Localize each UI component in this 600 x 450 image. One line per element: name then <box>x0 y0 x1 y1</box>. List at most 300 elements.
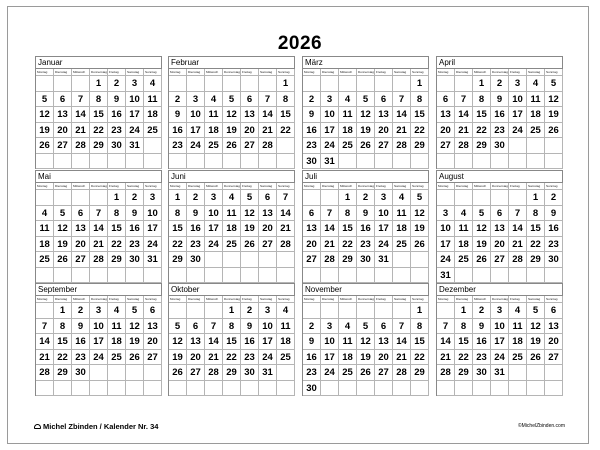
weekday-header: Sonntag <box>411 69 429 76</box>
day-cell: 8 <box>339 206 357 222</box>
weekday-header: Donnerstag <box>358 297 374 301</box>
day-cell: 7 <box>72 92 90 108</box>
empty-cell <box>509 138 527 154</box>
weekday-header: Donnerstag <box>358 184 374 188</box>
day-cell: 16 <box>187 221 205 237</box>
empty-cell <box>437 190 455 206</box>
day-cell: 10 <box>90 319 108 335</box>
day-cell: 10 <box>187 107 205 123</box>
day-cell: 12 <box>473 221 491 237</box>
weekday-header: Montag <box>169 69 187 76</box>
day-cell: 13 <box>259 206 277 222</box>
day-cell: 24 <box>437 252 455 268</box>
empty-cell <box>393 252 411 268</box>
weekday-header: Montag <box>36 183 54 190</box>
day-cell: 27 <box>241 138 259 154</box>
day-cell: 28 <box>321 252 339 268</box>
month-block <box>35 56 162 166</box>
day-cell: 17 <box>321 123 339 139</box>
day-cell: 9 <box>187 206 205 222</box>
empty-cell <box>339 268 357 284</box>
day-cell: 25 <box>339 365 357 381</box>
calendar-year-title: 2026 <box>277 33 323 54</box>
empty-cell <box>357 154 375 170</box>
day-cell: 19 <box>527 334 545 350</box>
empty-cell <box>321 381 339 397</box>
day-cell: 28 <box>72 138 90 154</box>
day-cell: 29 <box>455 365 473 381</box>
day-cell: 23 <box>357 237 375 253</box>
day-cell: 10 <box>321 107 339 123</box>
weekday-header: Sonntag <box>277 296 295 303</box>
empty-cell <box>357 303 375 319</box>
empty-cell <box>259 76 277 92</box>
day-cell: 24 <box>509 123 527 139</box>
weekday-header: Samstag <box>527 69 545 76</box>
empty-cell <box>393 381 411 397</box>
weekday-header: Freitag <box>241 296 259 303</box>
day-cell: 13 <box>437 107 455 123</box>
empty-cell <box>527 365 545 381</box>
empty-cell <box>455 268 473 284</box>
day-cell: 8 <box>411 92 429 108</box>
empty-cell <box>187 268 205 284</box>
day-cell: 7 <box>259 92 277 108</box>
day-cell: 14 <box>393 107 411 123</box>
empty-cell <box>393 76 411 92</box>
empty-cell <box>223 154 241 170</box>
empty-cell <box>36 190 54 206</box>
day-cell: 21 <box>455 123 473 139</box>
empty-cell <box>169 381 187 397</box>
day-cell: 24 <box>321 365 339 381</box>
day-cell: 20 <box>241 123 259 139</box>
empty-cell <box>277 381 295 397</box>
day-cell: 9 <box>72 319 90 335</box>
weekday-header: Mittwoch <box>72 69 90 76</box>
day-cell: 13 <box>375 107 393 123</box>
weekday-header: Montag <box>169 183 187 190</box>
weekday-header: Donnerstag <box>91 70 107 74</box>
empty-cell <box>473 268 491 284</box>
empty-cell <box>169 268 187 284</box>
day-cell: 22 <box>54 350 72 366</box>
day-cell: 19 <box>357 350 375 366</box>
day-cell: 18 <box>455 237 473 253</box>
day-cell: 11 <box>36 221 54 237</box>
day-cell: 20 <box>54 123 72 139</box>
weekday-header: Sonntag <box>144 296 162 303</box>
day-cell: 6 <box>491 206 509 222</box>
day-cell: 1 <box>223 303 241 319</box>
day-cell: 1 <box>169 190 187 206</box>
day-cell: 17 <box>126 107 144 123</box>
day-cell: 19 <box>473 237 491 253</box>
day-cell: 20 <box>545 334 563 350</box>
month-block <box>35 170 162 280</box>
day-cell: 15 <box>223 334 241 350</box>
day-cell: 23 <box>126 237 144 253</box>
day-cell: 30 <box>491 138 509 154</box>
weekday-header: Sonntag <box>144 69 162 76</box>
weekday-header: Mittwoch <box>339 69 357 76</box>
day-cell: 26 <box>36 138 54 154</box>
day-cell: 21 <box>393 350 411 366</box>
day-cell: 18 <box>277 334 295 350</box>
day-cell: 27 <box>303 252 321 268</box>
day-cell: 25 <box>205 138 223 154</box>
day-cell: 14 <box>36 334 54 350</box>
day-cell: 13 <box>72 221 90 237</box>
empty-cell <box>54 76 72 92</box>
day-cell: 31 <box>491 365 509 381</box>
empty-cell <box>277 154 295 170</box>
weekday-header: Freitag <box>241 183 259 190</box>
day-cell: 6 <box>545 303 563 319</box>
day-cell: 2 <box>473 303 491 319</box>
day-cell: 1 <box>277 76 295 92</box>
day-cell: 2 <box>491 76 509 92</box>
day-cell: 12 <box>126 319 144 335</box>
day-cell: 23 <box>545 237 563 253</box>
footer-credit <box>34 422 158 431</box>
day-cell: 2 <box>169 92 187 108</box>
day-cell: 22 <box>108 237 126 253</box>
day-cell: 26 <box>545 123 563 139</box>
day-cell: 26 <box>473 252 491 268</box>
weekday-header: Freitag <box>108 296 126 303</box>
day-cell: 26 <box>357 365 375 381</box>
day-cell: 4 <box>339 319 357 335</box>
day-cell: 8 <box>411 319 429 335</box>
day-cell: 5 <box>169 319 187 335</box>
day-cell: 30 <box>126 252 144 268</box>
day-cell: 10 <box>321 334 339 350</box>
empty-cell <box>375 154 393 170</box>
empty-cell <box>126 381 144 397</box>
day-cell: 15 <box>473 107 491 123</box>
day-cell: 21 <box>437 350 455 366</box>
day-cell: 13 <box>241 107 259 123</box>
month-grid <box>35 182 162 283</box>
day-cell: 3 <box>321 319 339 335</box>
weekday-header: Dienstag <box>455 296 473 303</box>
empty-cell <box>259 154 277 170</box>
day-cell: 26 <box>241 237 259 253</box>
day-cell: 28 <box>437 365 455 381</box>
empty-cell <box>455 190 473 206</box>
day-cell: 29 <box>411 365 429 381</box>
day-cell: 15 <box>411 334 429 350</box>
day-cell: 7 <box>393 319 411 335</box>
weekday-header: Dienstag <box>54 183 72 190</box>
day-cell: 22 <box>90 123 108 139</box>
day-cell: 3 <box>144 190 162 206</box>
day-cell: 3 <box>437 206 455 222</box>
day-cell: 29 <box>473 138 491 154</box>
weekday-header: Mittwoch <box>72 296 90 303</box>
empty-cell <box>54 381 72 397</box>
day-cell: 3 <box>187 92 205 108</box>
day-cell: 7 <box>509 206 527 222</box>
weekday-header: Sonntag <box>411 296 429 303</box>
weekday-header: Mittwoch <box>473 183 491 190</box>
month-name: Juli <box>302 170 429 182</box>
empty-cell <box>277 138 295 154</box>
day-cell: 6 <box>375 92 393 108</box>
month-block <box>302 170 429 280</box>
empty-cell <box>393 268 411 284</box>
day-cell: 18 <box>108 334 126 350</box>
day-cell: 24 <box>144 237 162 253</box>
day-cell: 7 <box>36 319 54 335</box>
empty-cell <box>545 268 563 284</box>
day-cell: 5 <box>36 92 54 108</box>
day-cell: 1 <box>339 190 357 206</box>
month-block <box>302 283 429 393</box>
day-cell: 27 <box>187 365 205 381</box>
day-cell: 23 <box>169 138 187 154</box>
month-name: Dezember <box>436 283 563 295</box>
weekday-header: Samstag <box>126 69 144 76</box>
day-cell: 12 <box>36 107 54 123</box>
day-cell: 31 <box>126 138 144 154</box>
day-cell: 4 <box>527 76 545 92</box>
day-cell: 1 <box>455 303 473 319</box>
weekday-header: Montag <box>303 183 321 190</box>
empty-cell <box>205 381 223 397</box>
month-grid <box>168 68 295 169</box>
day-cell: 1 <box>108 190 126 206</box>
day-cell: 21 <box>393 123 411 139</box>
empty-cell <box>411 252 429 268</box>
empty-cell <box>277 268 295 284</box>
day-cell: 16 <box>169 123 187 139</box>
day-cell: 6 <box>303 206 321 222</box>
empty-cell <box>303 268 321 284</box>
day-cell: 9 <box>241 319 259 335</box>
weekday-header: Dienstag <box>321 69 339 76</box>
weekday-header: Freitag <box>108 69 126 76</box>
day-cell: 22 <box>169 237 187 253</box>
day-cell: 24 <box>187 138 205 154</box>
day-cell: 5 <box>241 190 259 206</box>
empty-cell <box>375 268 393 284</box>
month-block <box>302 56 429 166</box>
day-cell: 9 <box>473 319 491 335</box>
day-cell: 9 <box>303 334 321 350</box>
empty-cell <box>241 76 259 92</box>
day-cell: 26 <box>411 237 429 253</box>
day-cell: 15 <box>411 107 429 123</box>
day-cell: 23 <box>303 365 321 381</box>
day-cell: 31 <box>321 154 339 170</box>
day-cell: 16 <box>473 334 491 350</box>
day-cell: 14 <box>259 107 277 123</box>
day-cell: 5 <box>473 206 491 222</box>
day-cell: 21 <box>277 221 295 237</box>
day-cell: 20 <box>375 123 393 139</box>
month-name: Juni <box>168 170 295 182</box>
month-block <box>436 56 563 166</box>
day-cell: 2 <box>108 76 126 92</box>
month-block <box>436 170 563 280</box>
day-cell: 11 <box>277 319 295 335</box>
day-cell: 17 <box>437 237 455 253</box>
day-cell: 19 <box>545 107 563 123</box>
day-cell: 22 <box>411 350 429 366</box>
empty-cell <box>339 76 357 92</box>
day-cell: 18 <box>393 221 411 237</box>
day-cell: 27 <box>437 138 455 154</box>
day-cell: 5 <box>54 206 72 222</box>
empty-cell <box>144 138 162 154</box>
day-cell: 10 <box>375 206 393 222</box>
month-block <box>168 283 295 393</box>
day-cell: 2 <box>187 190 205 206</box>
day-cell: 15 <box>54 334 72 350</box>
day-cell: 4 <box>277 303 295 319</box>
day-cell: 28 <box>259 138 277 154</box>
day-cell: 12 <box>223 107 241 123</box>
empty-cell <box>259 252 277 268</box>
day-cell: 30 <box>108 138 126 154</box>
day-cell: 19 <box>411 221 429 237</box>
day-cell: 18 <box>144 107 162 123</box>
month-name: August <box>436 170 563 182</box>
weekday-header: Donnerstag <box>492 70 508 74</box>
day-cell: 11 <box>527 92 545 108</box>
day-cell: 18 <box>339 350 357 366</box>
day-cell: 13 <box>54 107 72 123</box>
day-cell: 26 <box>126 350 144 366</box>
day-cell: 24 <box>126 123 144 139</box>
weekday-header: Dienstag <box>187 183 205 190</box>
day-cell: 10 <box>259 319 277 335</box>
day-cell: 22 <box>527 237 545 253</box>
day-cell: 25 <box>455 252 473 268</box>
day-cell: 17 <box>321 350 339 366</box>
day-cell: 4 <box>205 92 223 108</box>
weekday-header: Donnerstag <box>224 297 240 301</box>
day-cell: 22 <box>411 123 429 139</box>
day-cell: 10 <box>437 221 455 237</box>
day-cell: 9 <box>108 92 126 108</box>
empty-cell <box>277 365 295 381</box>
empty-cell <box>411 154 429 170</box>
day-cell: 17 <box>90 334 108 350</box>
day-cell: 20 <box>437 123 455 139</box>
empty-cell <box>339 303 357 319</box>
day-cell: 3 <box>259 303 277 319</box>
weekday-header: Freitag <box>375 296 393 303</box>
day-cell: 1 <box>90 76 108 92</box>
month-grid <box>302 68 429 169</box>
empty-cell <box>321 303 339 319</box>
day-cell: 12 <box>357 334 375 350</box>
weekday-header: Mittwoch <box>473 69 491 76</box>
empty-cell <box>36 303 54 319</box>
empty-cell <box>509 365 527 381</box>
empty-cell <box>90 268 108 284</box>
day-cell: 2 <box>545 190 563 206</box>
weekday-header: Dienstag <box>455 183 473 190</box>
empty-cell <box>259 268 277 284</box>
day-cell: 22 <box>455 350 473 366</box>
day-cell: 29 <box>54 365 72 381</box>
empty-cell <box>144 154 162 170</box>
weekday-header: Donnerstag <box>224 184 240 188</box>
day-cell: 1 <box>411 76 429 92</box>
day-cell: 28 <box>455 138 473 154</box>
empty-cell <box>527 154 545 170</box>
day-cell: 31 <box>437 268 455 284</box>
day-cell: 1 <box>411 303 429 319</box>
weekday-header: Montag <box>36 296 54 303</box>
weekday-header: Mittwoch <box>205 69 223 76</box>
day-cell: 30 <box>545 252 563 268</box>
day-cell: 7 <box>393 92 411 108</box>
weekday-header: Montag <box>303 296 321 303</box>
day-cell: 17 <box>187 123 205 139</box>
day-cell: 12 <box>241 206 259 222</box>
day-cell: 29 <box>108 252 126 268</box>
day-cell: 23 <box>303 138 321 154</box>
day-cell: 22 <box>223 350 241 366</box>
day-cell: 3 <box>205 190 223 206</box>
empty-cell <box>437 76 455 92</box>
day-cell: 17 <box>491 334 509 350</box>
weekday-header: Dienstag <box>54 69 72 76</box>
day-cell: 26 <box>54 252 72 268</box>
weekday-header: Donnerstag <box>492 297 508 301</box>
empty-cell <box>241 381 259 397</box>
day-cell: 5 <box>357 319 375 335</box>
day-cell: 14 <box>277 206 295 222</box>
day-cell: 1 <box>473 76 491 92</box>
weekday-header: Freitag <box>509 69 527 76</box>
empty-cell <box>187 303 205 319</box>
day-cell: 11 <box>144 92 162 108</box>
day-cell: 5 <box>126 303 144 319</box>
day-cell: 7 <box>205 319 223 335</box>
empty-cell <box>36 381 54 397</box>
weekday-header: Samstag <box>393 183 411 190</box>
empty-cell <box>144 268 162 284</box>
weekday-header: Freitag <box>108 183 126 190</box>
weekday-header: Mittwoch <box>339 296 357 303</box>
day-cell: 26 <box>223 138 241 154</box>
footer-website: ©MichelZbinden.com <box>517 423 565 429</box>
day-cell: 9 <box>303 107 321 123</box>
day-cell: 24 <box>375 237 393 253</box>
day-cell: 25 <box>393 237 411 253</box>
day-cell: 8 <box>527 206 545 222</box>
day-cell: 9 <box>126 206 144 222</box>
day-cell: 25 <box>144 123 162 139</box>
empty-cell <box>72 268 90 284</box>
day-cell: 11 <box>509 319 527 335</box>
weekday-header: Dienstag <box>54 296 72 303</box>
empty-cell <box>393 303 411 319</box>
day-cell: 30 <box>72 365 90 381</box>
day-cell: 21 <box>509 237 527 253</box>
empty-cell <box>303 303 321 319</box>
empty-cell <box>509 381 527 397</box>
day-cell: 1 <box>527 190 545 206</box>
empty-cell <box>527 138 545 154</box>
empty-cell <box>321 76 339 92</box>
